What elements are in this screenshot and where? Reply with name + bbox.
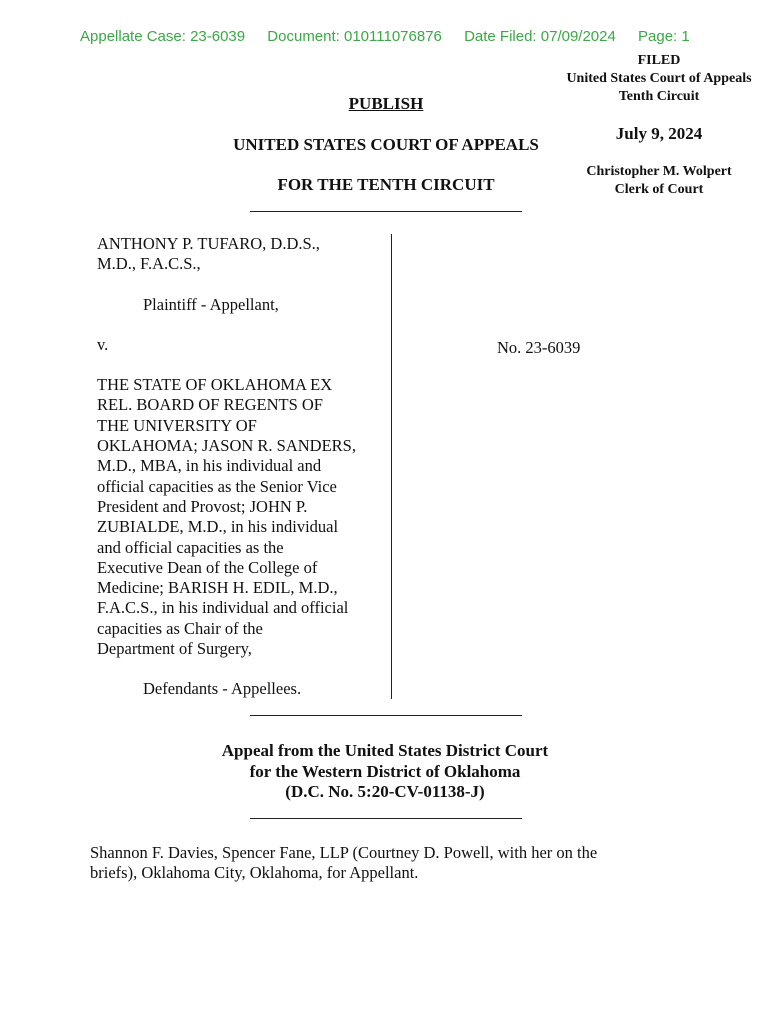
counsel-line2: briefs), Oklahoma City, Oklahoma, for Appellant. — [90, 863, 419, 883]
filed-stamp — [548, 52, 770, 106]
document-number: Document: 010111076876 — [267, 28, 442, 45]
caption-divider — [391, 234, 392, 699]
docket-number: No. 23-6039 — [497, 338, 581, 357]
divider-bottom — [250, 818, 522, 819]
defendant-role: Defendants - Appellees. — [143, 679, 302, 699]
court-heading: UNITED STATES COURT OF APPEALS — [233, 135, 539, 154]
defendant-line: official capacities as the Senior Vice — [97, 476, 337, 496]
clerk-title: Clerk of Court — [614, 182, 704, 197]
circuit-heading: FOR THE TENTH CIRCUIT — [277, 175, 495, 194]
stamp-court-line2: Tenth Circuit — [618, 89, 700, 104]
defendant-line: capacities as Chair of the — [97, 618, 263, 638]
versus: v. — [97, 334, 109, 354]
defendant-line: Medicine; BARISH H. EDIL, M.D., — [97, 578, 338, 598]
defendant-line: ZUBIALDE, M.D., in his individual — [97, 517, 339, 537]
plaintiff-name-line2: M.D., F.A.C.S., — [97, 254, 201, 274]
case-caption — [97, 234, 387, 700]
defendant-line: M.D., MBA, in his individual and — [97, 456, 322, 476]
appeal-line2: for the Western District of Oklahoma — [249, 761, 521, 781]
defendant-line: Department of Surgery, — [97, 639, 252, 659]
defendant-line: F.A.C.S., in his individual and official — [97, 598, 349, 618]
defendant-line: President and Provost; JOHN P. — [97, 496, 308, 516]
defendant-line: Executive Dean of the College of — [97, 557, 318, 577]
filed-date: July 9, 2024 — [615, 124, 703, 143]
defendant-line: and official capacities as the — [97, 537, 284, 557]
filing-header — [80, 28, 708, 45]
defendant-line: THE STATE OF OKLAHOMA EX — [97, 375, 333, 395]
divider-middle — [250, 715, 522, 716]
appeal-line3: (D.C. No. 5:20-CV-01138-J) — [285, 782, 485, 801]
appeal-heading — [150, 741, 620, 803]
defendant-line: REL. BOARD OF REGENTS OF — [97, 395, 323, 415]
case-number: Appellate Case: 23-6039 — [80, 28, 246, 45]
publish-heading: PUBLISH — [348, 94, 424, 113]
clerk-name: Christopher M. Wolpert — [586, 164, 732, 179]
plaintiff-role: Plaintiff - Appellant, — [143, 294, 279, 314]
defendants-list — [97, 375, 387, 659]
stamp-court-line1: United States Court of Appeals — [566, 71, 752, 86]
page-number: Page: 1 — [638, 28, 690, 45]
clerk-block — [548, 163, 770, 199]
date-filed: Date Filed: 07/09/2024 — [464, 28, 616, 45]
divider-top — [250, 211, 522, 212]
filed-label: FILED — [637, 53, 681, 68]
defendant-line: THE UNIVERSITY OF — [97, 415, 257, 435]
plaintiff-name-line1: ANTHONY P. TUFARO, D.D.S., — [97, 234, 320, 253]
counsel-line1: Shannon F. Davies, Spencer Fane, LLP (Courtney D. Powell, with her on the — [90, 843, 598, 862]
appeal-line1: Appeal from the United States District Court — [221, 741, 549, 760]
counsel-paragraph — [90, 843, 690, 884]
defendant-line: OKLAHOMA; JASON R. SANDERS, — [97, 436, 356, 456]
